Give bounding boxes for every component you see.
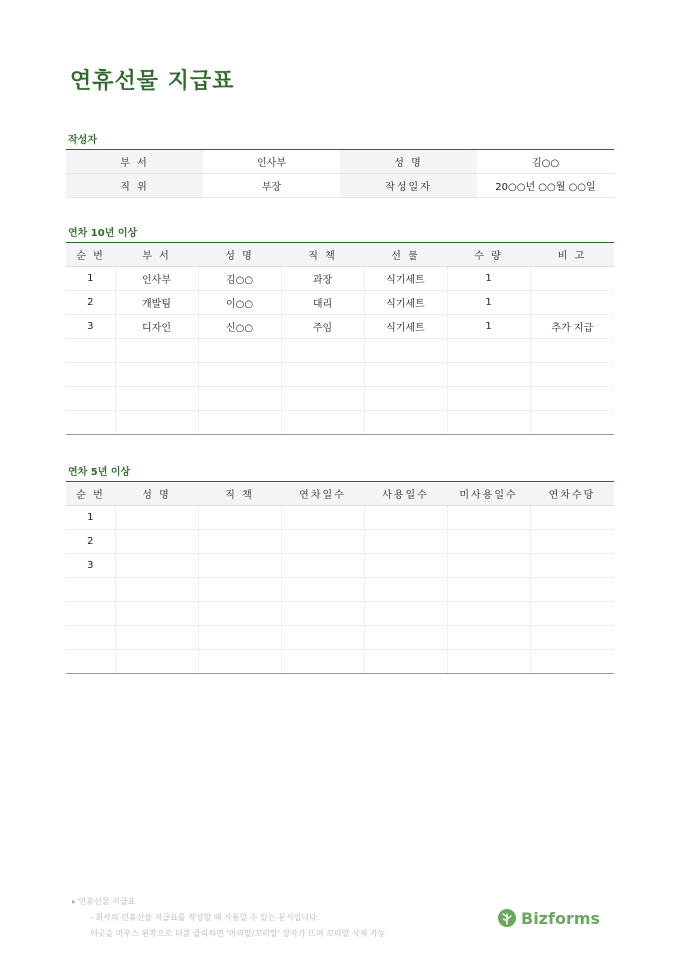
table-cell[interactable]: 대리 xyxy=(281,291,364,315)
table-cell[interactable] xyxy=(364,363,447,387)
table-row xyxy=(66,650,614,674)
footer-line-title: ▸ 연휴선물 지급표 xyxy=(72,897,136,906)
table-cell[interactable] xyxy=(198,363,281,387)
footer-line-hint: 이곳을 마우스 왼쪽으로 더블 클릭하면 '머리말/꼬리말' 상자가 뜨며 꼬리말 삭제 가능 xyxy=(90,929,386,938)
table-cell[interactable]: 김○○ xyxy=(198,267,281,291)
table-cell[interactable]: 1 xyxy=(447,267,530,291)
table-cell[interactable] xyxy=(530,387,614,411)
table-cell[interactable] xyxy=(66,387,115,411)
column-header: 비 고 xyxy=(530,243,614,267)
leaf-logo-icon xyxy=(497,908,517,928)
table-header-row xyxy=(66,482,614,506)
name-label: 성 명 xyxy=(340,150,477,174)
table-cell[interactable] xyxy=(115,506,198,530)
table-cell[interactable] xyxy=(530,554,614,578)
table-row xyxy=(66,602,614,626)
table-cell[interactable] xyxy=(281,363,364,387)
table-cell[interactable] xyxy=(66,626,115,650)
table-cell[interactable]: 인사부 xyxy=(115,267,198,291)
table-cell[interactable] xyxy=(115,626,198,650)
table-cell[interactable] xyxy=(364,530,447,554)
section5-table xyxy=(66,481,614,674)
column-header: 부 서 xyxy=(115,243,198,267)
table-cell[interactable] xyxy=(66,363,115,387)
table-cell[interactable] xyxy=(198,530,281,554)
bizforms-logo xyxy=(497,908,600,928)
table-cell[interactable] xyxy=(115,602,198,626)
page-title: 연휴선물 지급표 xyxy=(70,69,235,94)
table-cell[interactable] xyxy=(198,411,281,435)
table-cell[interactable] xyxy=(364,626,447,650)
table-cell[interactable]: 1 xyxy=(447,315,530,339)
table-cell[interactable] xyxy=(66,339,115,363)
table-row xyxy=(66,411,614,435)
table-cell[interactable] xyxy=(364,506,447,530)
section10-label: 연차 10년 이상 xyxy=(68,228,138,239)
column-header: 선 물 xyxy=(364,243,447,267)
table-cell[interactable] xyxy=(281,602,364,626)
table-cell[interactable]: 과장 xyxy=(281,267,364,291)
footer-note[interactable] xyxy=(72,894,385,942)
table-cell[interactable] xyxy=(115,411,198,435)
table-cell[interactable] xyxy=(447,506,530,530)
table-cell[interactable] xyxy=(198,602,281,626)
table-header-row xyxy=(66,243,614,267)
table-cell[interactable] xyxy=(447,530,530,554)
table-row xyxy=(66,578,614,602)
dept-label: 부 서 xyxy=(66,150,203,174)
table-cell[interactable] xyxy=(530,530,614,554)
table-cell[interactable] xyxy=(198,626,281,650)
table-cell[interactable] xyxy=(530,291,614,315)
table-cell[interactable] xyxy=(115,554,198,578)
table-cell[interactable]: 식기세트 xyxy=(364,291,447,315)
column-header: 수 량 xyxy=(447,243,530,267)
name-value[interactable]: 김○○ xyxy=(477,150,614,174)
table-cell[interactable] xyxy=(198,387,281,411)
table-cell[interactable]: 2 xyxy=(66,291,115,315)
table-cell[interactable]: 개발팀 xyxy=(115,291,198,315)
table-cell[interactable] xyxy=(281,339,364,363)
section10-table xyxy=(66,242,614,435)
column-header: 사용일수 xyxy=(364,482,447,506)
column-header: 연차일수 xyxy=(281,482,364,506)
table-cell[interactable] xyxy=(198,554,281,578)
table-cell[interactable] xyxy=(115,650,198,674)
table-cell[interactable]: 식기세트 xyxy=(364,267,447,291)
writer-section-label: 작성자 xyxy=(68,135,97,146)
table-cell[interactable] xyxy=(281,578,364,602)
table-cell[interactable] xyxy=(115,387,198,411)
table-cell[interactable] xyxy=(281,650,364,674)
table-cell[interactable] xyxy=(364,602,447,626)
table-cell[interactable] xyxy=(530,650,614,674)
table-cell[interactable] xyxy=(530,339,614,363)
table-cell[interactable] xyxy=(115,339,198,363)
table-cell[interactable]: 식기세트 xyxy=(364,315,447,339)
table-cell[interactable] xyxy=(447,339,530,363)
table-cell[interactable] xyxy=(115,363,198,387)
footer-line-desc: - 회사의 연휴선물 지급표를 작성할 때 사용할 수 있는 문서입니다. xyxy=(90,913,320,922)
table-row xyxy=(66,626,614,650)
table-cell[interactable]: 주임 xyxy=(281,315,364,339)
table-cell[interactable] xyxy=(281,554,364,578)
position-value[interactable]: 부장 xyxy=(203,174,340,198)
column-header: 성 명 xyxy=(115,482,198,506)
table-row xyxy=(66,506,614,530)
table-cell[interactable] xyxy=(198,339,281,363)
table-cell[interactable]: 2 xyxy=(66,530,115,554)
table-row xyxy=(66,315,614,339)
table-cell[interactable] xyxy=(364,411,447,435)
table-cell[interactable] xyxy=(447,626,530,650)
table-row xyxy=(66,267,614,291)
column-header: 직 책 xyxy=(281,243,364,267)
table-cell[interactable] xyxy=(447,387,530,411)
column-header: 미사용일수 xyxy=(447,482,530,506)
column-header: 순 번 xyxy=(66,243,115,267)
table-cell[interactable] xyxy=(198,650,281,674)
table-cell[interactable] xyxy=(281,411,364,435)
table-cell[interactable]: 신○○ xyxy=(198,315,281,339)
table-cell[interactable] xyxy=(115,530,198,554)
table-cell[interactable] xyxy=(281,387,364,411)
writer-row xyxy=(66,150,614,174)
table-cell[interactable]: 3 xyxy=(66,554,115,578)
table-row xyxy=(66,339,614,363)
table-cell[interactable] xyxy=(198,506,281,530)
table-cell[interactable] xyxy=(364,578,447,602)
table-cell[interactable] xyxy=(364,554,447,578)
table-row xyxy=(66,554,614,578)
logo-text: Bizforms xyxy=(521,908,601,928)
table-cell[interactable] xyxy=(530,506,614,530)
table-cell[interactable] xyxy=(447,363,530,387)
table-cell[interactable] xyxy=(66,650,115,674)
date-value[interactable]: 20○○년 ○○월 ○○일 xyxy=(477,174,614,198)
table-cell[interactable] xyxy=(364,650,447,674)
table-cell[interactable] xyxy=(447,554,530,578)
table-cell[interactable] xyxy=(530,626,614,650)
table-cell[interactable] xyxy=(447,650,530,674)
section5-label: 연차 5년 이상 xyxy=(68,467,131,478)
column-header: 순 번 xyxy=(66,482,115,506)
column-header: 연차수당 xyxy=(530,482,614,506)
table-cell[interactable]: 1 xyxy=(447,291,530,315)
table-cell[interactable] xyxy=(198,578,281,602)
table-cell[interactable] xyxy=(364,339,447,363)
table-cell[interactable] xyxy=(281,626,364,650)
table-cell[interactable]: 3 xyxy=(66,315,115,339)
column-header: 성 명 xyxy=(198,243,281,267)
table-cell[interactable] xyxy=(447,578,530,602)
table-cell[interactable]: 추가 지급 xyxy=(530,315,614,339)
table-cell[interactable] xyxy=(115,578,198,602)
table-cell[interactable] xyxy=(364,387,447,411)
table-cell[interactable] xyxy=(66,602,115,626)
table-cell[interactable] xyxy=(447,411,530,435)
table-cell[interactable] xyxy=(66,411,115,435)
table-row xyxy=(66,530,614,554)
table-row xyxy=(66,387,614,411)
writer-info-table xyxy=(66,149,614,198)
dept-value[interactable]: 인사부 xyxy=(203,150,340,174)
table-cell[interactable] xyxy=(281,530,364,554)
table-cell[interactable] xyxy=(447,602,530,626)
table-cell[interactable] xyxy=(530,602,614,626)
table-cell[interactable]: 1 xyxy=(66,506,115,530)
table-row xyxy=(66,291,614,315)
table-cell[interactable]: 디자인 xyxy=(115,315,198,339)
table-cell[interactable] xyxy=(530,578,614,602)
date-label: 작성일자 xyxy=(340,174,477,198)
column-header: 직 책 xyxy=(198,482,281,506)
table-cell[interactable] xyxy=(530,267,614,291)
table-cell[interactable]: 이○○ xyxy=(198,291,281,315)
table-cell[interactable] xyxy=(530,411,614,435)
table-cell[interactable]: 1 xyxy=(66,267,115,291)
table-cell[interactable] xyxy=(66,578,115,602)
table-cell[interactable] xyxy=(530,363,614,387)
writer-row xyxy=(66,174,614,198)
table-cell[interactable] xyxy=(281,506,364,530)
position-label: 직 위 xyxy=(66,174,203,198)
table-row xyxy=(66,363,614,387)
